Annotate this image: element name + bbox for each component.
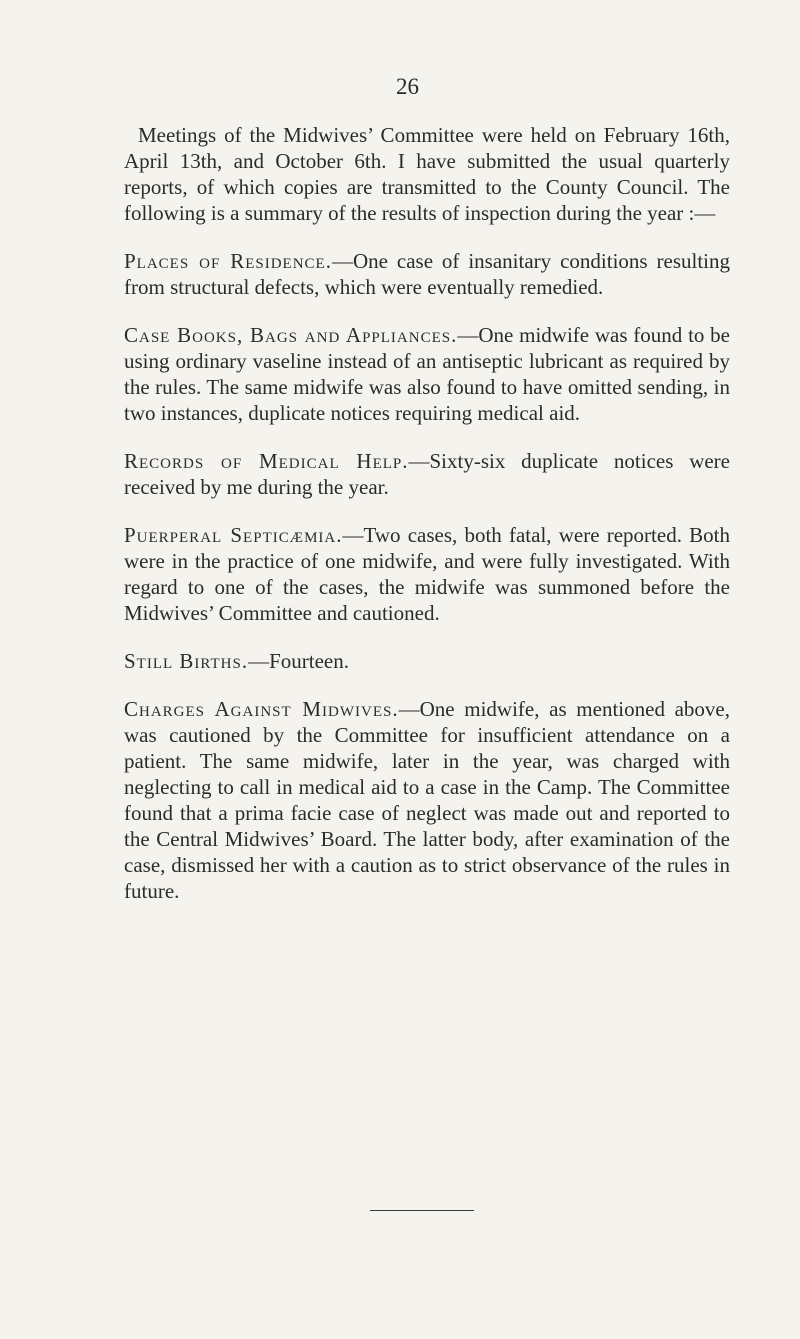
section-heading: Case Books, Bags and Appliances. [124,323,458,347]
section-heading: Puerperal Septicæmia. [124,523,343,547]
section-text: —One case of insanitary conditions resulting from structural defects, which were eventually remedied. [124,249,730,299]
section-records [124,448,730,500]
section-residence [124,248,730,300]
section-heading: Records of Medical Help. [124,449,409,473]
section-text: —One midwife, as mentioned above, was cautioned by the Committee for insufficient attendance on a patient. The same midwife, later in the year, was charged with neglecting to call in medical aid to a case in the Camp. The Committee found that a prima facie case of neglect was made out and reported to the Central Midwives’ Board. The latter body, after examination of the case, dismissed her with a caution as to strict observance of the rules in future. [124,697,730,903]
section-still-births [124,648,730,674]
document-body [124,122,730,926]
section-puerperal [124,522,730,626]
section-text: —Sixty-six duplicate notices were received by me during the year. [124,449,730,499]
section-heading: Still Births. [124,649,249,673]
section-heading: Charges Against Midwives. [124,697,399,721]
section-heading: Places of Residence. [124,249,332,273]
end-rule [370,1210,474,1211]
section-text: —One midwife was found to be using ordinary vaseline instead of an antiseptic lubricant as required by the rules. The same midwife was also found to have omitted sending, in two instances, duplicate notices requiring medical aid. [124,323,731,425]
section-case-books [124,322,730,426]
intro-paragraph: Meetings of the Midwives’ Committee were held on February 16th, April 13th, and October 6th. I have submitted the usual quarterly reports, of which copies are transmitted to the County Council. The following is a summary of the results of inspection during the year :— [124,123,730,225]
section-text: —Two cases, both fatal, were reported. Both were in the practice of one midwife, and were fully investigated. With regard to one of the cases, the midwife was summoned before the Midwives’ Committee and cautioned. [124,523,730,625]
page-number: 26 [396,74,419,99]
section-text: —Fourteen. [248,649,350,673]
section-charges [124,696,730,904]
